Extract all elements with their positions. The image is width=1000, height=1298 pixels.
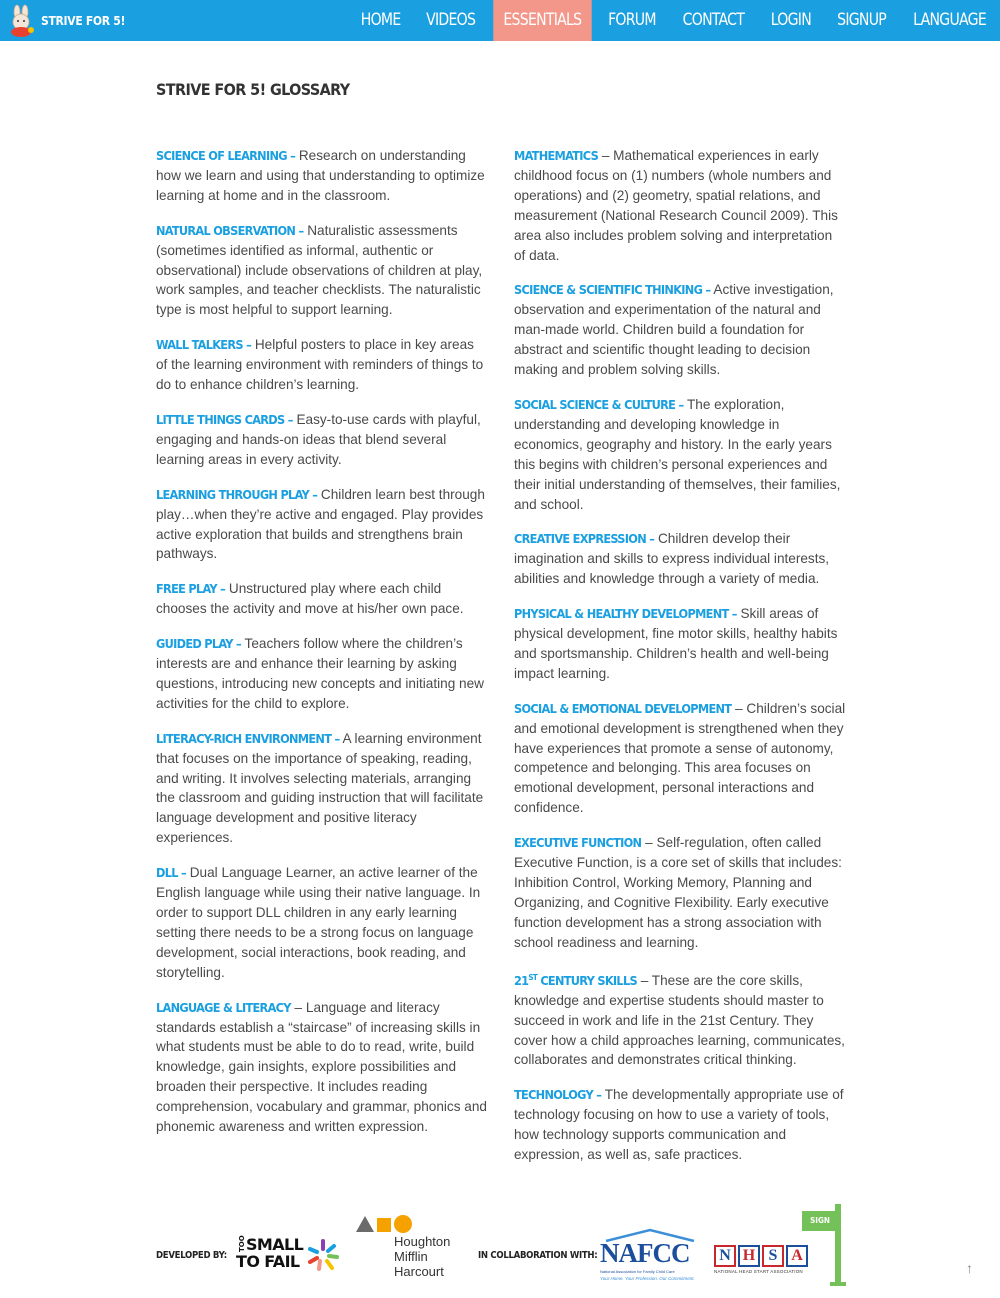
glossary-definition: Helpful posters to place in key areas of the learning environment with reminders of things to do to enhance children’s learning. [156, 337, 484, 393]
glossary-term: TECHNOLOGY – [514, 1087, 602, 1103]
glossary-definition: – Self-regulation, often called Executive Function, is a core set of skills that includes: Inhibition Control, Working Memory, Planning and Organizing, and Cognitive Flexibility. Early executive function development has a strong association with school readiness and learning. [514, 835, 842, 950]
sign-foot [830, 1282, 846, 1286]
glossary-term-number: 21 [514, 972, 529, 988]
small-fail-line2: TO FAIL [236, 1252, 300, 1271]
glossary-definition: Easy-to-use cards with playful, engaging and hands-on ideas that blend several learning areas in every activity. [156, 411, 481, 467]
brand[interactable] [6, 4, 125, 38]
glossary-entry [514, 395, 846, 514]
glossary-entry [514, 529, 846, 589]
hmh-wordmark [394, 1234, 450, 1279]
back-to-top-arrow-icon[interactable]: ↑ [966, 1260, 973, 1276]
glossary-term: EXECUTIVE FUNCTION [514, 835, 642, 851]
glossary-definition: Skill areas of physical development, fine motor skills, healthy habits and sportsmanship. Children’s health and well-being impact learning. [514, 606, 838, 681]
glossary-term: LEARNING THROUGH PLAY – [156, 486, 318, 502]
glossary-term: SCIENCE OF LEARNING – [156, 148, 296, 163]
nav-language[interactable]: LANGUAGE [913, 10, 986, 30]
glossary-term: LANGUAGE & LITERACY [156, 999, 291, 1015]
glossary-definition: Research on understanding how we learn and using that understanding to optimize learning at home and in the classroom. [156, 148, 485, 203]
glossary-entry [156, 221, 488, 321]
glossary-entry [156, 146, 488, 206]
glossary-definition: The exploration, understanding and developing knowledge in economics, geography and history. In the early years this begins with children’s personal experiences and their initial understanding of themselves, their families, and school. [514, 396, 841, 512]
nav-forum[interactable]: FORUM [608, 10, 657, 30]
nhsa-block-s: S [762, 1245, 784, 1267]
glossary-term: LITERACY-RICH ENVIRONMENT – [156, 730, 340, 746]
glossary-term [514, 973, 637, 988]
glossary-definition: Dual Language Learner, an active learner of the English language while using their native language. In order to support DLL children in any early learning setting there needs to be a strong focus on language development, social interactions, book reading, and storytelling. [156, 865, 481, 980]
glossary-entry [514, 1085, 846, 1165]
partners-footer [0, 1200, 1000, 1298]
glossary-entry [514, 833, 846, 952]
glossary-definition: – Language and literacy standards establish a “staircase” of increasing skills in what students must be able to do to read, write, build knowledge, gain insights, explore possibilities and broaden their perspective. It includes reading comprehension, vocabulary and grammar, phonics and phonemic awareness and written expression. [156, 999, 487, 1135]
small-fail-too: TOO [238, 1235, 246, 1252]
glossary-definition: Children develop their imagination and skills to express individual interests, abilities and knowledge through a variety of media. [514, 531, 830, 587]
too-small-to-fail-logo[interactable] [236, 1236, 303, 1270]
glossary-term: MATHEMATICS [514, 148, 599, 163]
bunny-logo-icon [6, 4, 38, 38]
glossary-entry [514, 146, 846, 265]
top-nav [0, 0, 1000, 41]
glossary-entry [514, 968, 846, 1071]
nafcc-name: NAFCC [600, 1238, 690, 1268]
hmh-line1: Houghton [394, 1234, 451, 1249]
nav-essentials[interactable]: ESSENTIALS [493, 0, 591, 41]
glossary-definition: The developmentally appropriate use of technology focusing on how to use a variety of tools, how technology supports communication and expression, as well as, safe practices. [514, 1087, 844, 1163]
nhsa-block-a: A [786, 1245, 808, 1267]
nav-home[interactable]: HOME [360, 10, 401, 30]
glossary-right-column [514, 146, 846, 1180]
nav-contact[interactable]: CONTACT [682, 10, 745, 30]
glossary-term: GUIDED PLAY – [156, 636, 242, 652]
nhsa-block-n: N [714, 1245, 736, 1267]
hmh-line2: Mifflin [394, 1249, 428, 1264]
nav-login[interactable]: LOGIN [770, 10, 811, 30]
small-fail-line1: SMALL [246, 1235, 304, 1254]
glossary-term: LITTLE THINGS CARDS – [156, 411, 293, 427]
glossary-definition: – These are the core skills, knowledge and expertise students should master to succeed in work and life in the 21st Century. They cover how a child approaches learning, communicates, collaborates and demonstrates critical thinking. [514, 972, 845, 1068]
signup-sign-button[interactable] [800, 1204, 846, 1286]
glossary-term: NATURAL OBSERVATION – [156, 222, 304, 238]
glossary-term-superscript: ST [528, 972, 538, 982]
glossary-entry [514, 699, 846, 818]
glossary-entry [156, 729, 488, 848]
glossary-definition: A learning environment that focuses on the importance of speaking, reading, and writing. It involves selecting materials, arranging the classroom and guiding instruction that will facilitate language development and positive literacy experiences. [156, 730, 484, 846]
nafcc-tagline: Your Home. Your Profession. Our Commitment. [600, 1276, 695, 1281]
glossary-term: PHYSICAL & HEALTHY DEVELOPMENT – [514, 606, 737, 622]
star-burst-icon [306, 1238, 340, 1272]
glossary-term: FREE PLAY – [156, 581, 226, 597]
brand-name: STRIVE FOR 5! [41, 14, 126, 28]
nhsa-subtitle: NATIONAL HEAD START ASSOCIATION [714, 1269, 803, 1274]
page-title: STRIVE FOR 5! GLOSSARY [156, 80, 350, 99]
developed-by-label: DEVELOPED BY: [156, 1250, 227, 1261]
glossary-entry [514, 604, 846, 684]
nhsa-block-h: H [738, 1245, 760, 1267]
glossary-entry [156, 579, 488, 619]
glossary-term: CREATIVE EXPRESSION – [514, 531, 655, 547]
glossary-definition: Unstructured play where each child chooses the activity and move at his/her own pace. [156, 581, 464, 617]
glossary-entry [156, 410, 488, 470]
signup-sign-label: SIGN UP! [802, 1211, 838, 1231]
nav-signup[interactable]: SIGNUP [836, 10, 886, 30]
glossary-definition: Active investigation, observation and experimentation of the natural and man-made world. Children build a foundation for abstract and scientific thought leading to decision making and problem solving skills. [514, 282, 834, 378]
nav-videos[interactable]: VIDEOS [426, 10, 476, 30]
hmh-logo[interactable] [356, 1212, 451, 1279]
glossary-entry [514, 280, 846, 380]
glossary-term: SOCIAL SCIENCE & CULTURE – [514, 396, 684, 412]
nafcc-subtitle: National Association for Family Child Care [600, 1269, 675, 1274]
glossary-definition: Teachers follow where the children’s interests are and enhance their learning by asking questions, introducing new concepts and initiating new activities for the child to explore. [156, 636, 484, 711]
collaboration-label: IN COLLABORATION WITH: [478, 1250, 598, 1261]
glossary-entry [156, 634, 488, 714]
glossary-definition: Naturalistic assessments (sometimes identified as informal, authentic or observational) include observations of children at play, work samples, and teacher checklists. The naturalistic type is most helpful to support learning. [156, 222, 483, 318]
glossary-entry [156, 335, 488, 395]
main-menu [348, 0, 1000, 41]
glossary-term: SOCIAL & EMOTIONAL DEVELOPMENT [514, 700, 732, 716]
glossary-term: DLL – [156, 865, 186, 881]
glossary-entry [156, 998, 488, 1137]
glossary-definition: Children learn best through play…when they’re active and engaged. Play provides active exploration that builds and strengthens brain pathways. [156, 486, 485, 562]
glossary-entry [156, 863, 488, 982]
glossary-term: WALL TALKERS – [156, 337, 252, 353]
glossary-entry [156, 485, 488, 565]
glossary-term-rest: CENTURY SKILLS [537, 972, 637, 988]
glossary-definition: – Mathematical experiences in early childhood focus on (1) numbers (whole numbers and operations) and (2) geometry, spatial relations, and measurement (National Research Council 2009). This area also includes problem solving and interpretation of data. [514, 148, 838, 263]
nhsa-logo[interactable] [714, 1245, 810, 1267]
glossary-left-column [156, 146, 488, 1152]
glossary-term: SCIENCE & SCIENTIFIC THINKING – [514, 282, 711, 298]
hmh-line3: Harcourt [394, 1264, 444, 1279]
glossary-definition: – Children’s social and emotional development is strengthened when they have experiences that promote a sense of autonomy, competence and belonging. This area focuses on emotional development, personal interactions and confidence. [514, 700, 846, 816]
hmh-shapes-icon [356, 1212, 416, 1236]
